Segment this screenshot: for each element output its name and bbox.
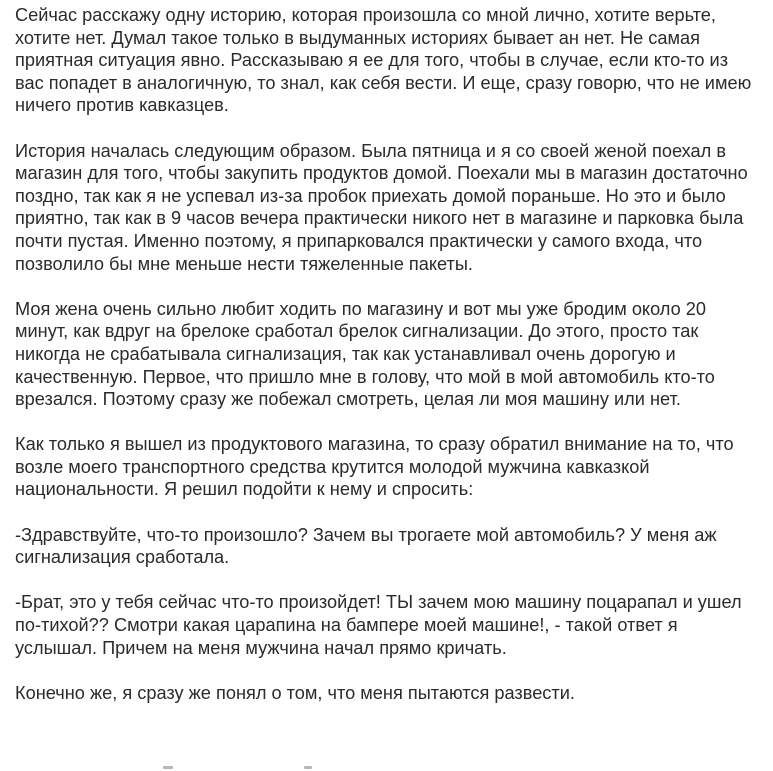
cut-off-glyph	[163, 766, 173, 769]
cut-off-glyph	[304, 766, 312, 769]
paragraph-leaving-store: Как только я вышел из продуктового магазина, то сразу обратил внимание на то, что возле моего транспортного средства крутится молодой мужчина кавказкой национальности. Я решил подойти к нему и спросить:	[15, 434, 734, 500]
paragraph-dialogue-answer: -Брат, это у тебя сейчас что-то произойдет! ТЫ зачем мою машину поцарапал и ушел по-тихой?? Смотри какая царапина на бампере моей машине!, - такой ответ я услышал. Причем на меня мужчина начал прямо кричать.	[15, 592, 742, 658]
article-body	[15, 4, 760, 727]
paragraph-dialogue-question: -Здравствуйте, что-то произошло? Зачем вы трогаете мой автомобиль? У меня аж сигнализация сработала.	[15, 524, 717, 568]
cut-off-text-line	[15, 764, 760, 771]
paragraph-realization: Конечно же, я сразу же понял о том, что меня пытаются развести.	[15, 682, 575, 703]
paragraph-intro: Сейчас расскажу одну историю, которая произошла со мной лично, хотите верьте, хотите нет. Думал такое только в выдуманных историях бывает ан нет. Не самая приятная ситуация явно. Рассказываю я ее для того, чтобы в случае, если кто-то из вас попадет в аналогичную, то знал, как себя вести. И еще, сразу говорю, что не имею ничего против кавказцев.	[15, 5, 752, 116]
paragraph-alarm: Моя жена очень сильно любит ходить по магазину и вот мы уже бродим около 20 минут, как вдруг на брелоке сработал брелок сигнализации. До этого, просто так никогда не срабатывала сигнализация, так как устанавливал очень дорогую и качественную. Первое, что пришло мне в голову, что мой в мой автомобиль кто-то врезался. Поэтому сразу же побежал смотреть, целая ли моя машину или нет.	[15, 298, 715, 410]
paragraph-story-start: История началась следующим образом. Была пятница и я со своей женой поехал в магазин для того, чтобы закупить продуктов домой. Поехали мы в магазин достаточно поздно, так как я не успевал из-за пробок приехать домой пораньше. Но это и было приятно, так как в 9 часов вечера практически никого нет в магазине и парковка была почти пустая. Именно поэтому, я припарковался практически у самого входа, что позволило бы мне меньше нести тяжеленные пакеты.	[15, 140, 748, 274]
